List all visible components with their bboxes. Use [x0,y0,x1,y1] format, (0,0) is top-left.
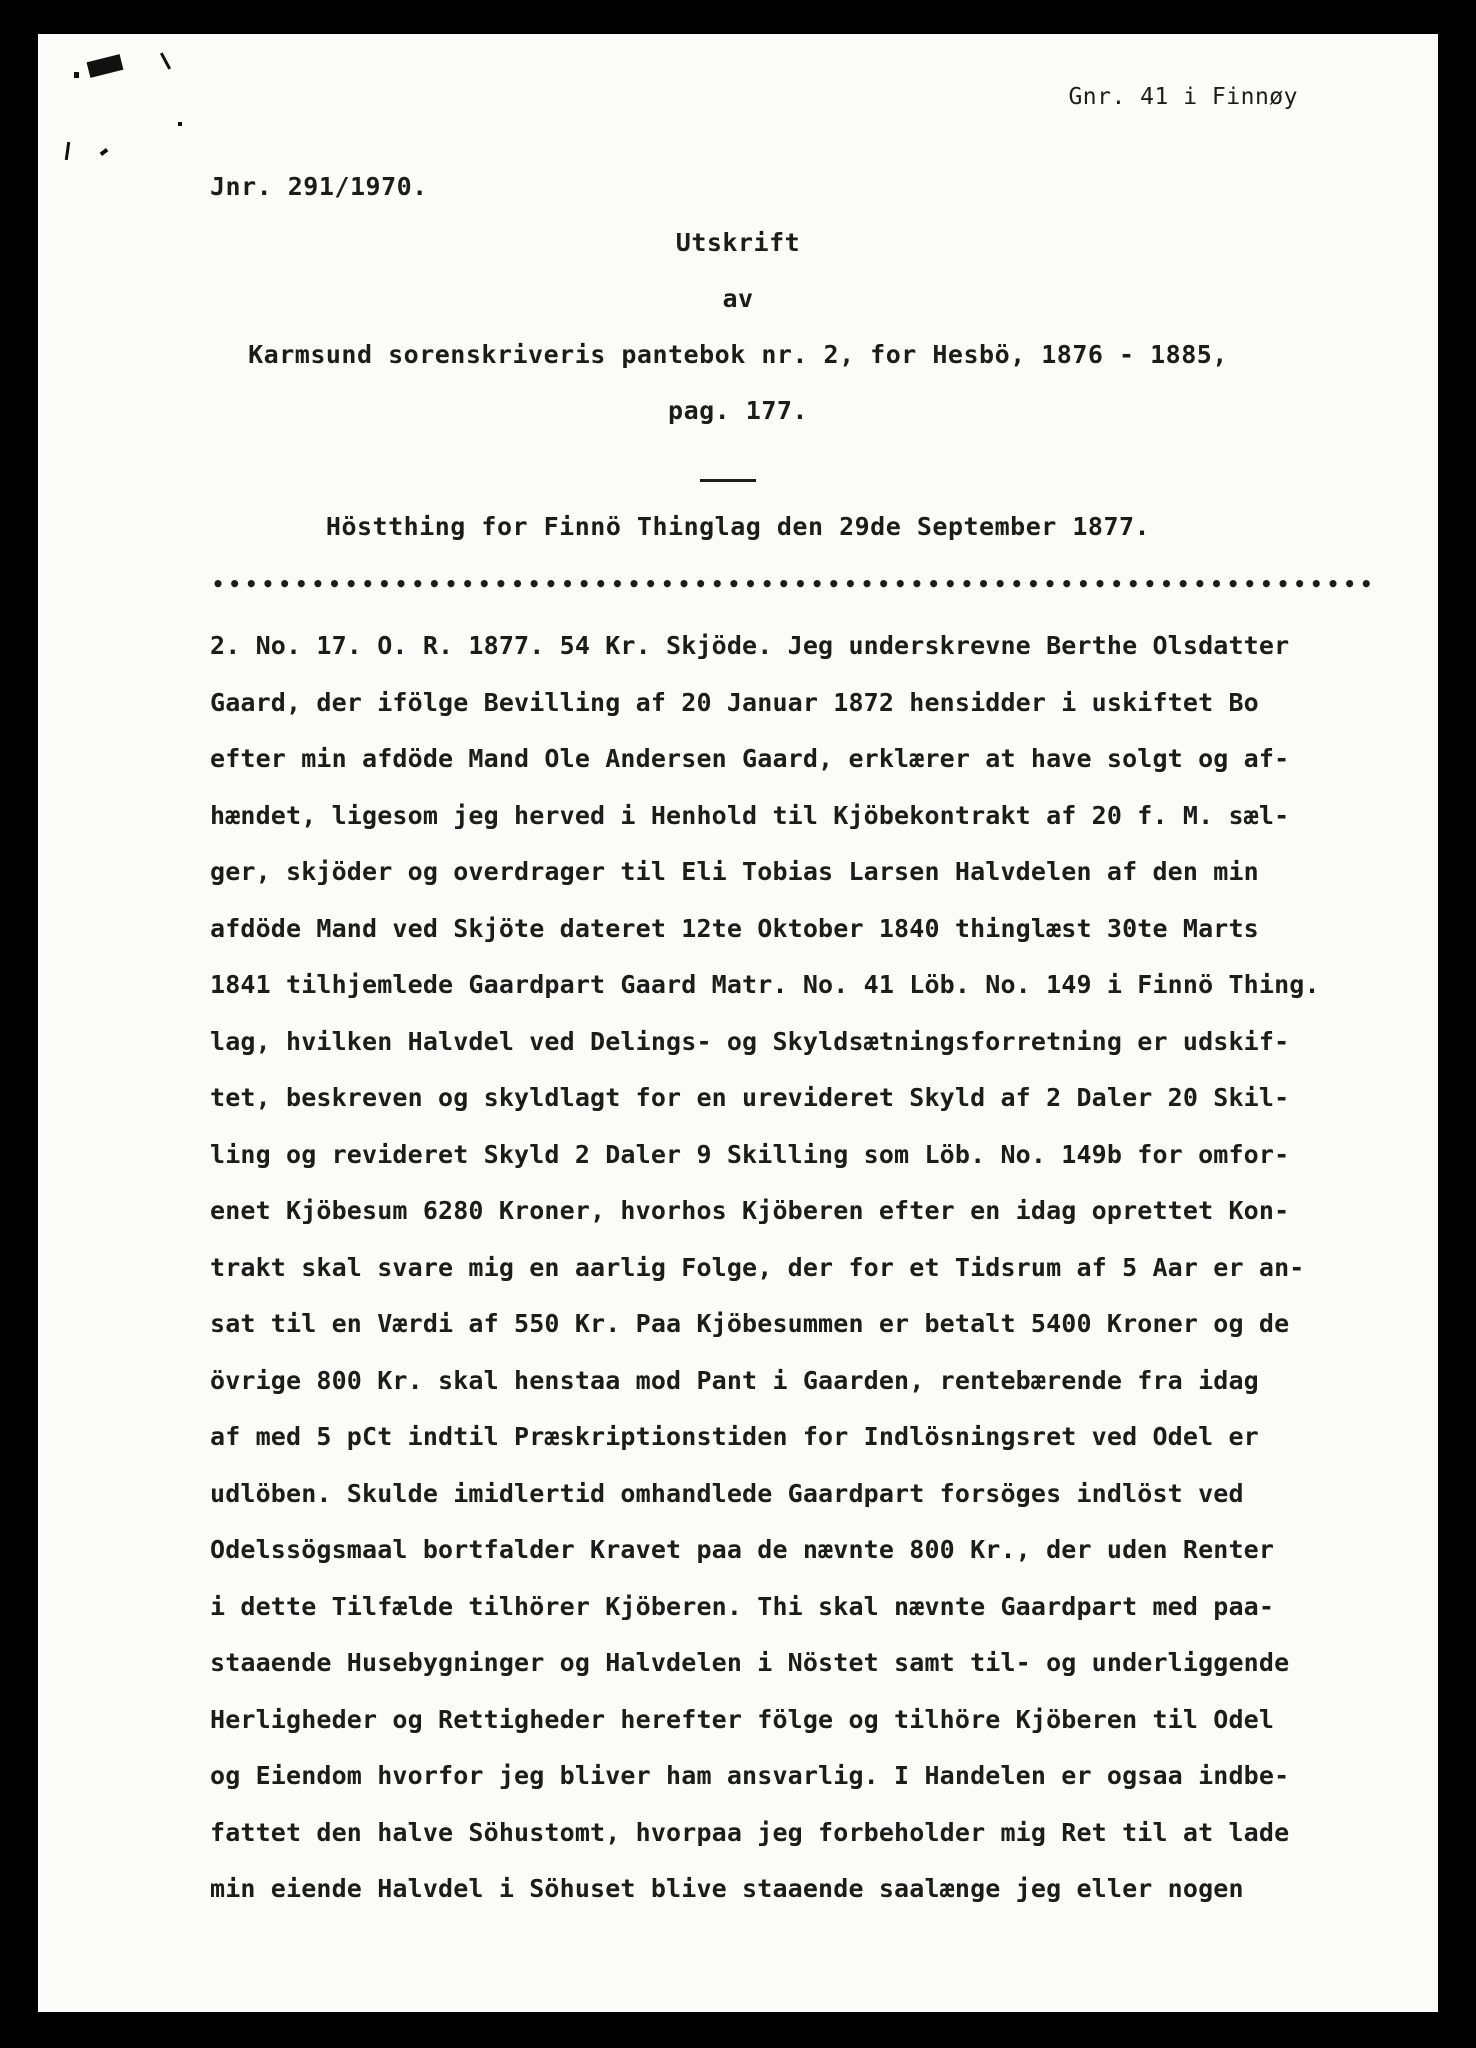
body-line: fattet den halve Söhustomt, hvorpaa jeg forbeholder mig Ret til at lade [210,1817,1290,1847]
body-line: Gaard, der ifölge Bevilling af 20 Januar 1872 hensidder i uskiftet Bo [210,687,1259,717]
title-line-2: av [722,284,754,313]
document-body [210,618,1436,1918]
scan-mark [74,72,79,78]
body-line: afdöde Mand ved Skjöte dateret 12te Oktober 1840 thinglæst 30te Marts [210,913,1259,943]
scan-mark [178,122,182,126]
body-line: Herligheder og Rettigheder herefter fölge og tilhöre Kjöberen til Odel [210,1704,1275,1734]
body-line: af med 5 pCt indtil Præskriptionstiden for Indlösningsret ved Odel er [210,1422,1259,1451]
title-line-4: pag. 177. [668,396,808,425]
body-line: i dette Tilfælde tilhörer Kjöberen. Thi skal nævnte Gaardpart med paa- [210,1591,1275,1621]
divider-rule [700,479,756,482]
title-line-1: Utskrift [675,228,801,257]
body-line: Odelssögsmaal bortfalder Kravet paa de nævnte 800 Kr., der uden Renter [210,1535,1275,1564]
body-line: min eiende Halvdel i Söhuset blive staaende saalænge jeg eller nogen [210,1874,1244,1903]
body-line: sat til en Værdi af 550 Kr. Paa Kjöbesummen er betalt 5400 Kroner og de [210,1309,1290,1338]
title-line-3: Karmsund sorenskriveris pantebok nr. 2, for Hesbö, 1876 - 1885, [248,340,1228,369]
property-reference: Gnr. 41 i Finnøy [1068,84,1298,110]
body-line: hændet, ligesom jeg herved i Henhold til Kjöbekontrakt af 20 f. M. sæl- [210,800,1290,830]
body-line: övrige 800 Kr. skal henstaa mod Pant i Gaarden, rentebærende fra idag [210,1365,1259,1395]
body-line: udlöben. Skulde imidlertid omhandlede Gaardpart forsöges indlöst ved [210,1478,1244,1508]
dotted-separator: •••••••••••••••••••••••••••••••••••••••••••••••••••••••••••••••••••••• [212,572,1377,596]
journal-number: Jnr. 291/1970. [210,172,428,201]
body-line: staaende Husebygninger og Halvdelen i Nöstet samt til- og underliggende [210,1648,1290,1677]
body-line: 2. No. 17. O. R. 1877. 54 Kr. Skjöde. Jeg underskrevne Berthe Olsdatter [210,631,1290,660]
body-line: enet Kjöbesum 6280 Kroner, hvorhos Kjöberen efter en idag oprettet Kon- [210,1196,1290,1225]
body-line: 1841 tilhjemlede Gaardpart Gaard Matr. No. 41 Löb. No. 149 i Finnö Thing. [210,970,1320,999]
body-line: og Eiendom hvorfor jeg bliver ham ansvarlig. I Handelen er ogsaa indbe- [210,1761,1290,1790]
body-line: tet, beskreven og skyldlagt for en urevideret Skyld af 2 Daler 20 Skil- [210,1083,1290,1112]
body-line: ling og revideret Skyld 2 Daler 9 Skilling som Löb. No. 149b for omfor- [210,1139,1290,1169]
body-line: ger, skjöder og overdrager til Eli Tobias Larsen Halvdelen af den min [210,857,1259,886]
session-heading: Höstthing for Finnö Thinglag den 29de September 1877. [325,512,1151,541]
body-line: lag, hvilken Halvdel ved Delings- og Skyldsætningsforretning er udskif- [210,1026,1290,1056]
body-line: trakt skal svare mig en aarlig Folge, der for et Tidsrum af 5 Aar er an- [210,1252,1305,1282]
body-line: efter min afdöde Mand Ole Andersen Gaard, erklærer at have solgt og af- [210,744,1290,773]
